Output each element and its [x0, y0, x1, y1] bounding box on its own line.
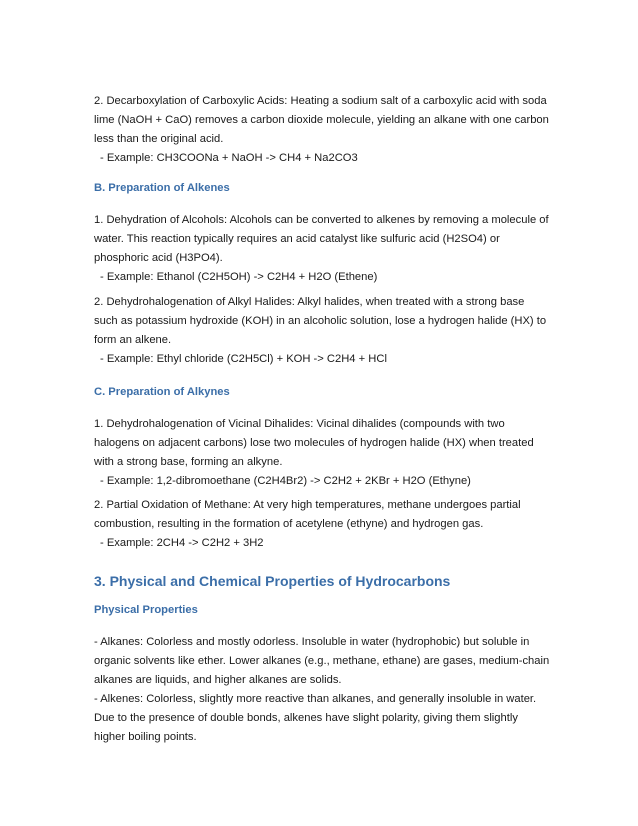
decarboxylation-paragraph — [94, 92, 550, 168]
section-heading: 3. Physical and Chemical Properties of Hydrocarbons — [94, 573, 451, 589]
vicinal-example: - Example: 1,2-dibromoethane (C2H4Br2) -> C2H2 + 2KBr + H2O (Ethyne) — [100, 475, 471, 487]
partial-oxidation-example: - Example: 2CH4 -> C2H2 + 3H2 — [100, 537, 264, 549]
decarboxylation-text: 2. Decarboxylation of Carboxylic Acids: Heating a sodium salt of a carboxylic acid with soda lime (NaOH + CaO) removes a carbon dioxide molecule, yielding an alkane with one carbon less than the original acid. — [94, 95, 549, 145]
dehydrohalogenation-example: - Example: Ethyl chloride (C2H5Cl) + KOH -> C2H4 + HCl — [100, 353, 387, 365]
vicinal-text: 1. Dehydrohalogenation of Vicinal Dihalides: Vicinal dihalides (compounds with two halogens on adjacent carbons) lose two molecules of hydrogen halide (HX) when treated with a strong base, forming an alkyne. — [94, 418, 534, 468]
alkanes-properties: - Alkanes: Colorless and mostly odorless. Insoluble in water (hydrophobic) but soluble in organic solvents like ether. Lower alkanes (e.g., methane, ethane) are gases, medium-chain alkanes are liquids, and higher alkanes are solids. — [94, 636, 550, 686]
physical-properties-heading: Physical Properties — [94, 604, 198, 616]
dehydration-text: 1. Dehydration of Alcohols: Alcohols can be converted to alkenes by removing a molecule of water. This reaction typically requires an acid catalyst like sulfuric acid (H2SO4) or phosphoric acid (H3PO4). — [94, 214, 549, 264]
partial-oxidation-paragraph — [94, 496, 550, 553]
alkenes-properties: - Alkenes: Colorless, slightly more reactive than alkanes, and generally insoluble in water. Due to the presence of double bonds, alkenes have slight polarity, giving them slightly higher boiling points. — [94, 693, 537, 743]
alkenes-heading: B. Preparation of Alkenes — [94, 182, 230, 194]
partial-oxidation-text: 2. Partial Oxidation of Methane: At very high temperatures, methane undergoes partial combustion, resulting in the formation of acetylene (ethyne) and hydrogen gas. — [94, 499, 521, 530]
physical-properties-list — [94, 633, 550, 747]
dehydration-paragraph — [94, 211, 550, 287]
vicinal-paragraph — [94, 415, 550, 491]
dehydrohalogenation-paragraph — [94, 293, 550, 369]
dehydration-example: - Example: Ethanol (C2H5OH) -> C2H4 + H2O (Ethene) — [100, 271, 378, 283]
dehydrohalogenation-text: 2. Dehydrohalogenation of Alkyl Halides: Alkyl halides, when treated with a strong base such as potassium hydroxide (KOH) in an alcoholic solution, lose a hydrogen halide (HX) to form an alkene. — [94, 296, 547, 346]
alkynes-heading: C. Preparation of Alkynes — [94, 386, 230, 398]
decarboxylation-example: - Example: CH3COONa + NaOH -> CH4 + Na2CO3 — [100, 152, 358, 164]
